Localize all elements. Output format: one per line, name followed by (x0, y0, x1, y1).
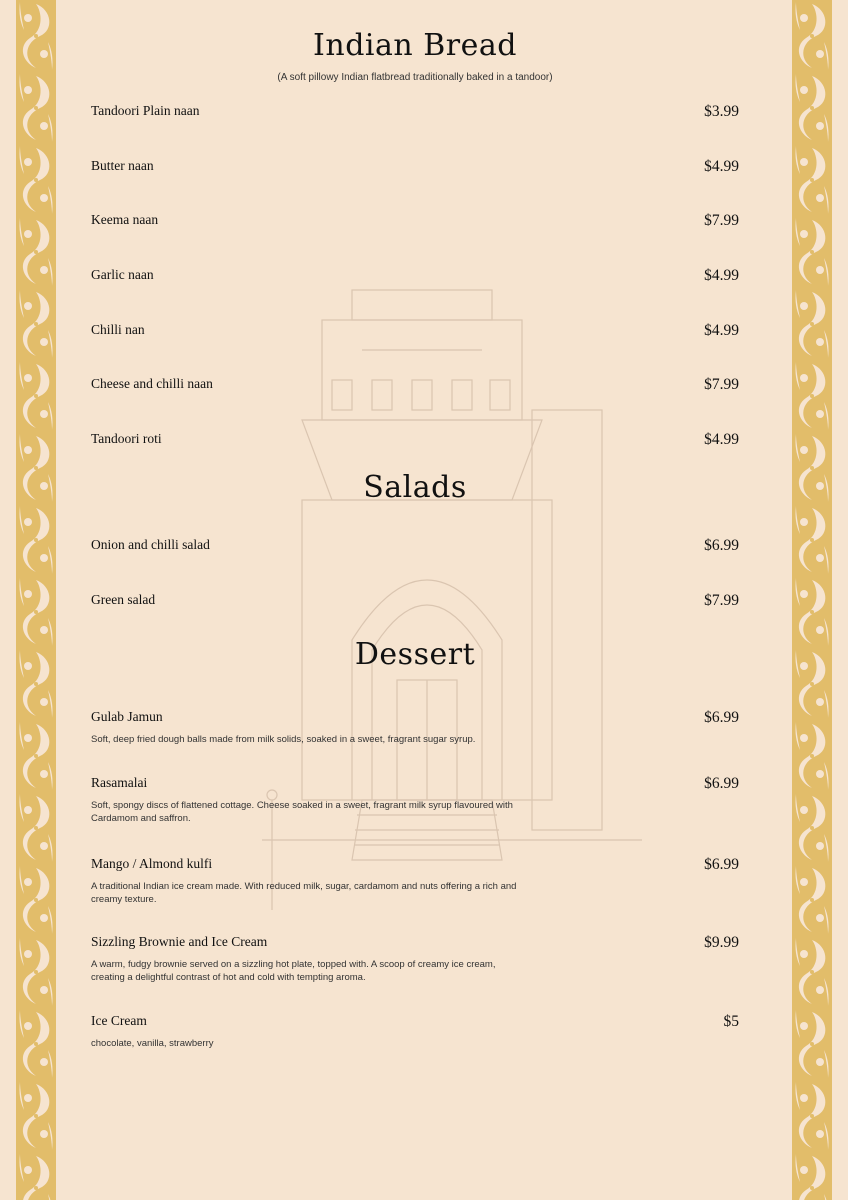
section-title-dessert: Dessert (354, 637, 476, 672)
item-name: Mango / Almond kulfi (91, 856, 213, 871)
item-name: Chilli nan (91, 322, 145, 337)
item-name: Cheese and chilli naan (91, 376, 213, 391)
item-name: Ice Cream (91, 1013, 147, 1028)
item-price: $6.99 (704, 709, 739, 726)
ornament-pattern-icon (16, 0, 56, 1200)
item-price: $9.99 (704, 934, 739, 951)
item-price: $7.99 (704, 592, 739, 609)
item-description: Soft, spongy discs of flattened cottage. Cheese soaked in a sweet, fragrant milk syrup flavoured with Cardamom and saffron. (91, 800, 513, 824)
ornament-pattern-icon (792, 0, 832, 1200)
item-price: $6.99 (704, 775, 739, 792)
item-price: $4.99 (704, 322, 739, 339)
item-name: Gulab Jamun (91, 709, 163, 724)
left-ornamental-border (16, 0, 56, 1200)
item-price: $4.99 (704, 267, 739, 284)
item-price: $6.99 (704, 537, 739, 554)
item-price: $3.99 (704, 103, 739, 120)
item-price: $5 (723, 1013, 739, 1030)
item-price: $4.99 (704, 431, 739, 448)
item-description: Soft, deep fried dough balls made from milk solids, soaked in a sweet, fragrant sugar syrup. (91, 734, 476, 745)
item-description: A traditional Indian ice cream made. With reduced milk, sugar, cardamom and nuts offering a rich and creamy texture. (91, 881, 517, 905)
item-name: Tandoori Plain naan (91, 103, 200, 118)
right-ornamental-border (792, 0, 832, 1200)
section-title-indian-bread: Indian Bread (313, 28, 517, 63)
section-title-salads: Salads (363, 470, 467, 505)
item-name: Green salad (91, 592, 156, 607)
item-name: Tandoori roti (91, 431, 162, 446)
item-name: Rasamalai (91, 775, 148, 790)
item-name: Butter naan (91, 158, 154, 173)
section-subtitle-indian-bread: (A soft pillowy Indian flatbread traditionally baked in a tandoor) (277, 72, 553, 83)
item-name: Keema naan (91, 212, 159, 227)
item-price: $7.99 (704, 212, 739, 229)
item-name: Garlic naan (91, 267, 154, 282)
item-description: chocolate, vanilla, strawberry (91, 1038, 214, 1049)
item-description: A warm, fudgy brownie served on a sizzling hot plate, topped with. A scoop of creamy ice cream, creating a delightful contrast of hot and cold with tempting aroma. (91, 959, 496, 983)
item-price: $7.99 (704, 376, 739, 393)
item-price: $6.99 (704, 856, 739, 873)
item-name: Onion and chilli salad (91, 537, 210, 552)
item-name: Sizzling Brownie and Ice Cream (91, 934, 268, 949)
item-price: $4.99 (704, 158, 739, 175)
